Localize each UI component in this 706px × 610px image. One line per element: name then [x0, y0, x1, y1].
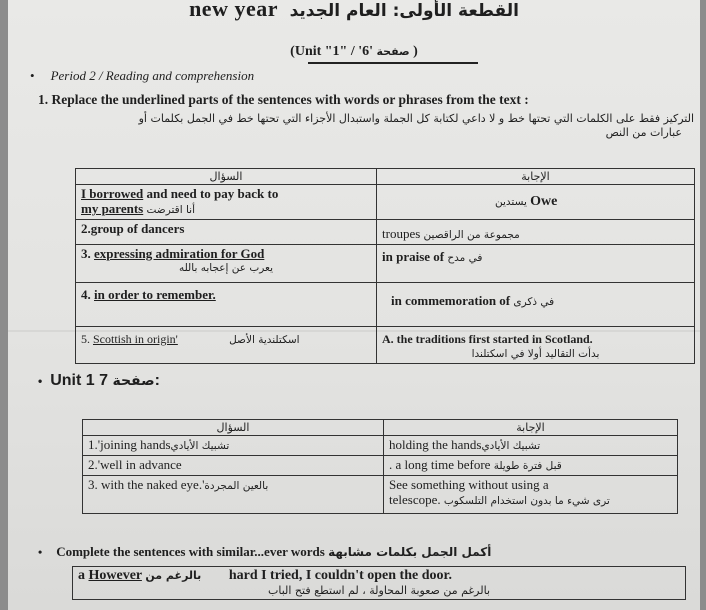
exercise3-instruction: • Complete the sentences with similar...ever words أكمل الجمل بكلمات مشابهة	[38, 544, 492, 559]
table-row	[76, 327, 695, 364]
period-line	[30, 68, 254, 84]
exercise2-table	[82, 419, 678, 514]
question-header: السؤال	[76, 169, 377, 185]
page-title	[8, 0, 700, 22]
answer-cell: troupes مجموعة من الراقصين	[377, 220, 695, 245]
title-english: new year	[189, 0, 278, 21]
unit-underline	[308, 62, 478, 64]
bullet-icon: •	[38, 374, 43, 388]
bullet-icon: •	[38, 545, 43, 559]
unit-heading	[8, 44, 700, 60]
exercise1-instruction: 1. Replace the underlined parts of the sentences with words or phrases from the text :	[38, 92, 529, 107]
answer-cell: A. the traditions first started in Scotland. بدأت التقاليد أولا في اسكتلندا	[377, 327, 695, 364]
table-row	[73, 567, 686, 600]
question-header: السؤال	[83, 420, 384, 436]
table-row	[83, 476, 678, 514]
period-text: Period 2 / Reading and comprehension	[50, 68, 255, 83]
question-cell: 4. in order to remember.	[76, 283, 377, 327]
table-row	[83, 436, 678, 456]
question-cell: 1.'joining handsتشبيك الأيادي	[83, 436, 384, 456]
table-row	[76, 283, 695, 327]
question-cell: 3. expressing admiration for God يعرب عن إعجابه بالله	[76, 245, 377, 283]
answer-cell: in commemoration of في ذكرى	[377, 283, 695, 327]
table-row	[83, 456, 678, 476]
table-row	[76, 185, 695, 220]
exercise3-table	[72, 566, 686, 600]
unit-close: )	[413, 44, 418, 59]
answer-cell: يستدين Owe	[377, 185, 695, 220]
unit-page-arabic: صفحة	[376, 45, 410, 58]
bullet-icon: •	[30, 68, 35, 83]
unit-page7-heading: • Unit 1 صفحة 7:	[38, 372, 160, 389]
exercise1-table	[75, 168, 695, 364]
table-row	[76, 220, 695, 245]
unit-label: (Unit "1" / '6'	[290, 44, 373, 59]
title-arabic: القطعة الأولى: العام الجديد	[289, 1, 519, 21]
question-cell: 5. Scottish in origin' اسكتلندية الأصل	[76, 327, 377, 364]
answer-cell: holding the handsتشبيك الأيادي	[384, 436, 678, 456]
question-cell: 3. with the naked eye.'بالعين المجردة	[83, 476, 384, 514]
answer-header: الإجابة	[377, 169, 695, 185]
exercise1-instruction-ar-2: عبارات من النص	[605, 126, 682, 139]
question-cell: 2.group of dancers	[76, 220, 377, 245]
table-row	[76, 245, 695, 283]
answer-header: الإجابة	[384, 420, 678, 436]
worksheet-page	[8, 0, 700, 610]
answer-cell: . a long time before قبل فترة طويلة	[384, 456, 678, 476]
question-cell: I borrowed and need to pay back to my parents أنا اقترضت	[76, 185, 377, 220]
question-cell: 2.'well in advance	[83, 456, 384, 476]
answer-cell: See something without using a telescope. ترى شيء ما بدون استخدام التلسكوب	[384, 476, 678, 514]
exercise1-instruction-ar: التركيز فقط على الكلمات التي تحتها خط و لا داعي لكتابة كل الجملة واستبدال الأجزاء التي تحتها خط في الجمل بكلمات أو	[138, 112, 694, 125]
answer-cell: in praise of في مدح	[377, 245, 695, 283]
sentence-cell: a However بالرغم من hard I tried, I couldn't open the door. بالرغم من صعوبة المحاولة ، لم استطع فتح الباب	[73, 567, 686, 600]
